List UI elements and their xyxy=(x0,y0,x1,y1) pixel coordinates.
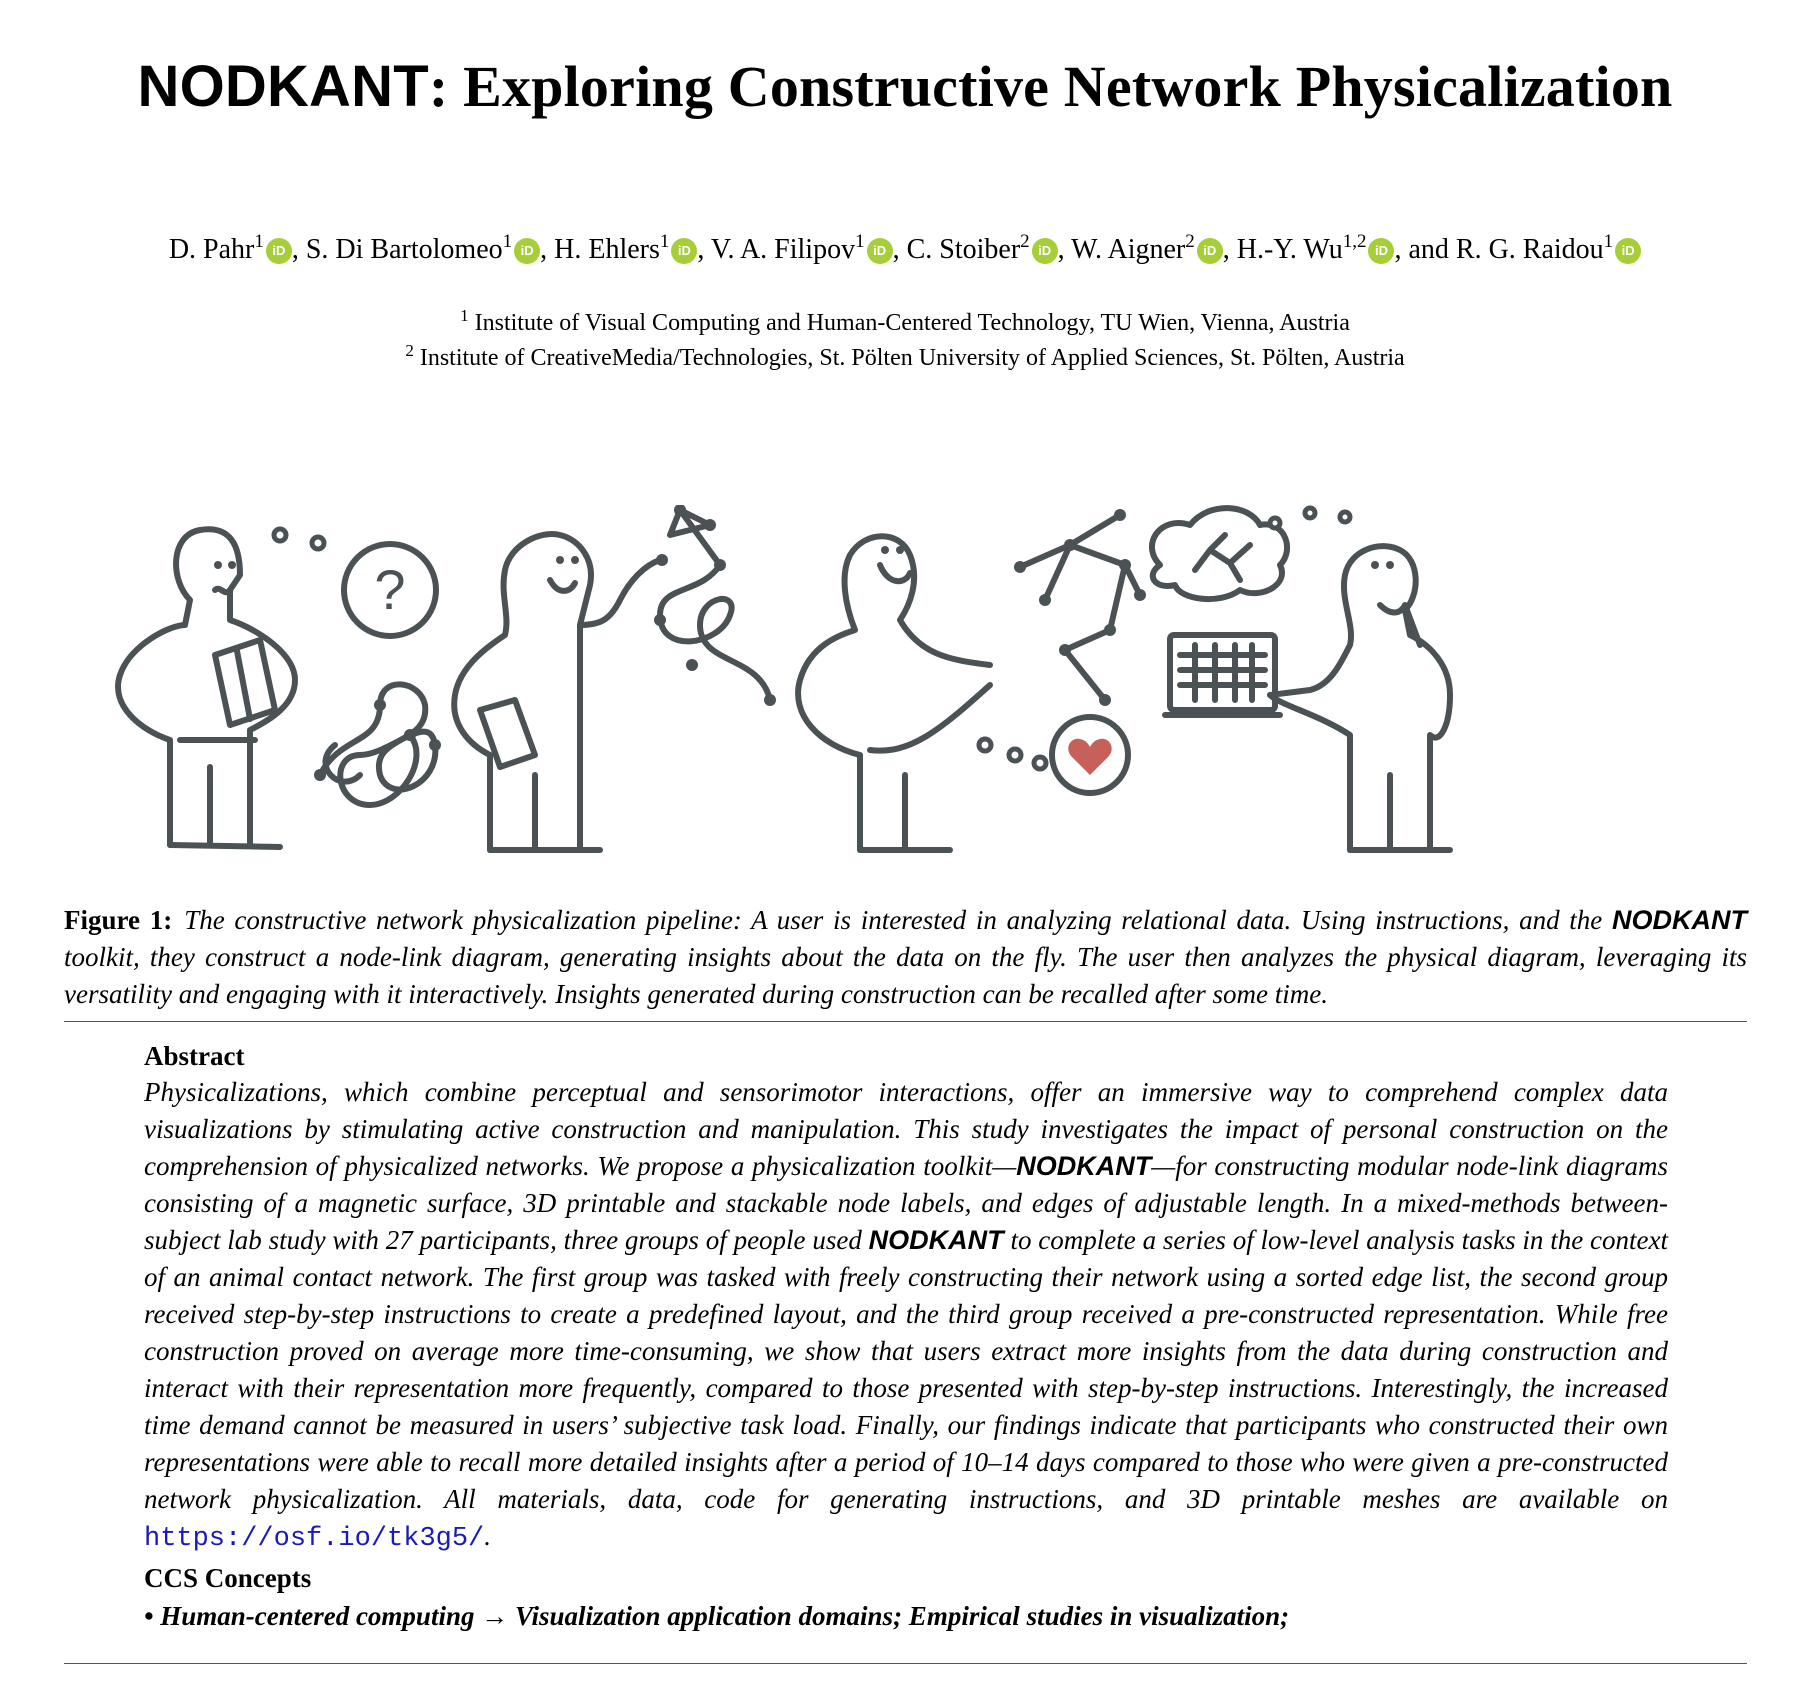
orcid-icon[interactable]: iD xyxy=(514,238,540,264)
author-name: R. G. Raidou xyxy=(1455,234,1604,265)
author-affiliation-marker: 1 xyxy=(1603,231,1614,252)
abstract-heading: Abstract xyxy=(144,1041,245,1071)
abstract-brand-2: NODKANT xyxy=(868,1225,1004,1255)
abstract-text xyxy=(144,1074,1668,1558)
author-8 xyxy=(1455,231,1641,265)
abstract-part-3: to complete a series of low-level analysis tasks in the context of an animal contact network. The first group was tasked with freely constructing their network using a sorted edge list, the second group received step-by-step instructions to create a predefined layout, and the third group received a pre-constructed representation. While free construction proved on average more time-consuming, we show that users extract more insights from the data during construction and interact with their representation more frequently, compared to those presented with step-by-step instructions. Interestingly, the increased time demand cannot be measured in users’ subjective task load. Finally, our findings indicate that participants who constructed their own representations were able to recall more detailed insights after a period of 10–14 days compared to those who were given a pre-constructed network physicalization. All materials, data, code for generating instructions, and 3D printable meshes are available on xyxy=(144,1225,1668,1514)
orcid-icon[interactable]: iD xyxy=(1197,238,1223,264)
orcid-icon[interactable]: iD xyxy=(671,238,697,264)
abstract-part-1: Physicalizations, which combine perceptual and sensorimotor interactions, offer an immersive way to comprehend complex data visualizations by stimulating active construction and manipulation. This study investigates the impact of personal construction on the comprehension of physicalized networks. We propose a physicalization toolkit— xyxy=(144,1077,1668,1181)
author-name: H. Ehlers xyxy=(554,234,660,265)
osf-link[interactable]: https://osf.io/tk3g5/ xyxy=(144,1524,485,1554)
author-2 xyxy=(305,231,555,265)
orcid-icon[interactable]: iD xyxy=(266,238,292,264)
author-7 xyxy=(1236,231,1456,265)
person-constructing xyxy=(454,505,776,850)
affiliation-1 xyxy=(0,308,1810,338)
divider-top xyxy=(64,1021,1747,1022)
divider-bottom xyxy=(64,1663,1747,1664)
author-name: W. Aigner xyxy=(1071,234,1186,265)
figure-label: Figure 1: xyxy=(64,905,173,935)
heart-icon xyxy=(1068,739,1111,775)
author-affiliation-marker: 1 xyxy=(254,231,264,252)
abstract-part-2: —for constructing modular node-link diagrams consisting of a magnetic surface, 3D printable and stackable node labels, and edges of adjustable length. In a mixed-methods between-subject lab study with 27 participants, three groups of people used xyxy=(144,1151,1668,1255)
author-separator: , xyxy=(892,234,907,265)
caption-brand: NODKANT xyxy=(1612,905,1747,935)
author-5 xyxy=(906,231,1072,265)
person-reading-confused xyxy=(118,529,441,847)
ccs-concepts: • Human-centered computing → Visualization application domains; Empirical studies in visualization; xyxy=(144,1601,1290,1631)
paper-title xyxy=(0,52,1810,122)
question-mark-icon: ? xyxy=(374,558,406,621)
caption-text-1: The constructive network physicalization pipeline: A user is interested in analyzing relational data. Using instructions, and the xyxy=(184,905,1612,935)
author-list xyxy=(0,232,1810,268)
caption-text-2: toolkit, they construct a node-link diagram, generating insights about the data on the fly. The user then analyzes the physical diagram, leveraging its versatility and engaging with it interactively. Insights generated during construction can be recalled after some time. xyxy=(64,942,1747,1009)
teaser-figure xyxy=(80,505,1730,890)
author-name: V. A. Filipov xyxy=(710,234,856,265)
affiliation-1-text: Institute of Visual Computing and Human-Centered Technology, TU Wien, Vienna, Austria xyxy=(474,310,1350,336)
author-separator: , xyxy=(697,234,711,265)
author-affiliation-marker: 1 xyxy=(855,231,865,252)
orcid-icon[interactable]: iD xyxy=(1032,238,1058,264)
orcid-icon[interactable]: iD xyxy=(1615,238,1641,264)
title-brand: NODKANT xyxy=(137,54,429,119)
author-affiliation-marker: 1,2 xyxy=(1342,231,1367,252)
author-affiliation-marker: 1 xyxy=(502,231,513,252)
author-affiliation-marker: 1 xyxy=(659,231,670,252)
affiliation-2 xyxy=(0,343,1810,373)
abstract-end: . xyxy=(484,1521,492,1551)
author-separator: , xyxy=(540,234,555,265)
author-separator: , and xyxy=(1394,234,1456,265)
author-affiliation-marker: 2 xyxy=(1185,231,1195,252)
orcid-icon[interactable]: iD xyxy=(1368,238,1394,264)
author-1 xyxy=(168,231,306,265)
affiliation-2-text: Institute of CreativeMedia/Technologies, St. Pölten University of Applied Sciences, St. Pölten, Austria xyxy=(419,345,1405,371)
person-recalling xyxy=(1152,508,1450,850)
figure-caption xyxy=(64,902,1747,1013)
abstract-brand-1: NODKANT xyxy=(1016,1151,1152,1181)
author-separator: , xyxy=(1057,234,1072,265)
author-name: D. Pahr xyxy=(168,234,255,265)
ccs-heading: CCS Concepts xyxy=(144,1563,312,1593)
author-name: H.-Y. Wu xyxy=(1236,234,1343,265)
author-6 xyxy=(1071,231,1237,265)
author-affiliation-marker: 2 xyxy=(1020,231,1030,252)
author-3 xyxy=(554,231,711,265)
author-separator: , xyxy=(291,234,306,265)
orcid-icon[interactable]: iD xyxy=(867,238,893,264)
affiliation-2-marker: 2 xyxy=(405,341,414,360)
author-name: S. Di Bartolomeo xyxy=(305,234,503,265)
author-separator: , xyxy=(1222,234,1237,265)
author-4 xyxy=(710,231,907,265)
title-rest: : Exploring Constructive Network Physicalization xyxy=(428,54,1673,119)
author-name: C. Stoiber xyxy=(906,234,1021,265)
affiliation-1-marker: 1 xyxy=(460,306,469,325)
person-analyzing xyxy=(798,509,1146,850)
